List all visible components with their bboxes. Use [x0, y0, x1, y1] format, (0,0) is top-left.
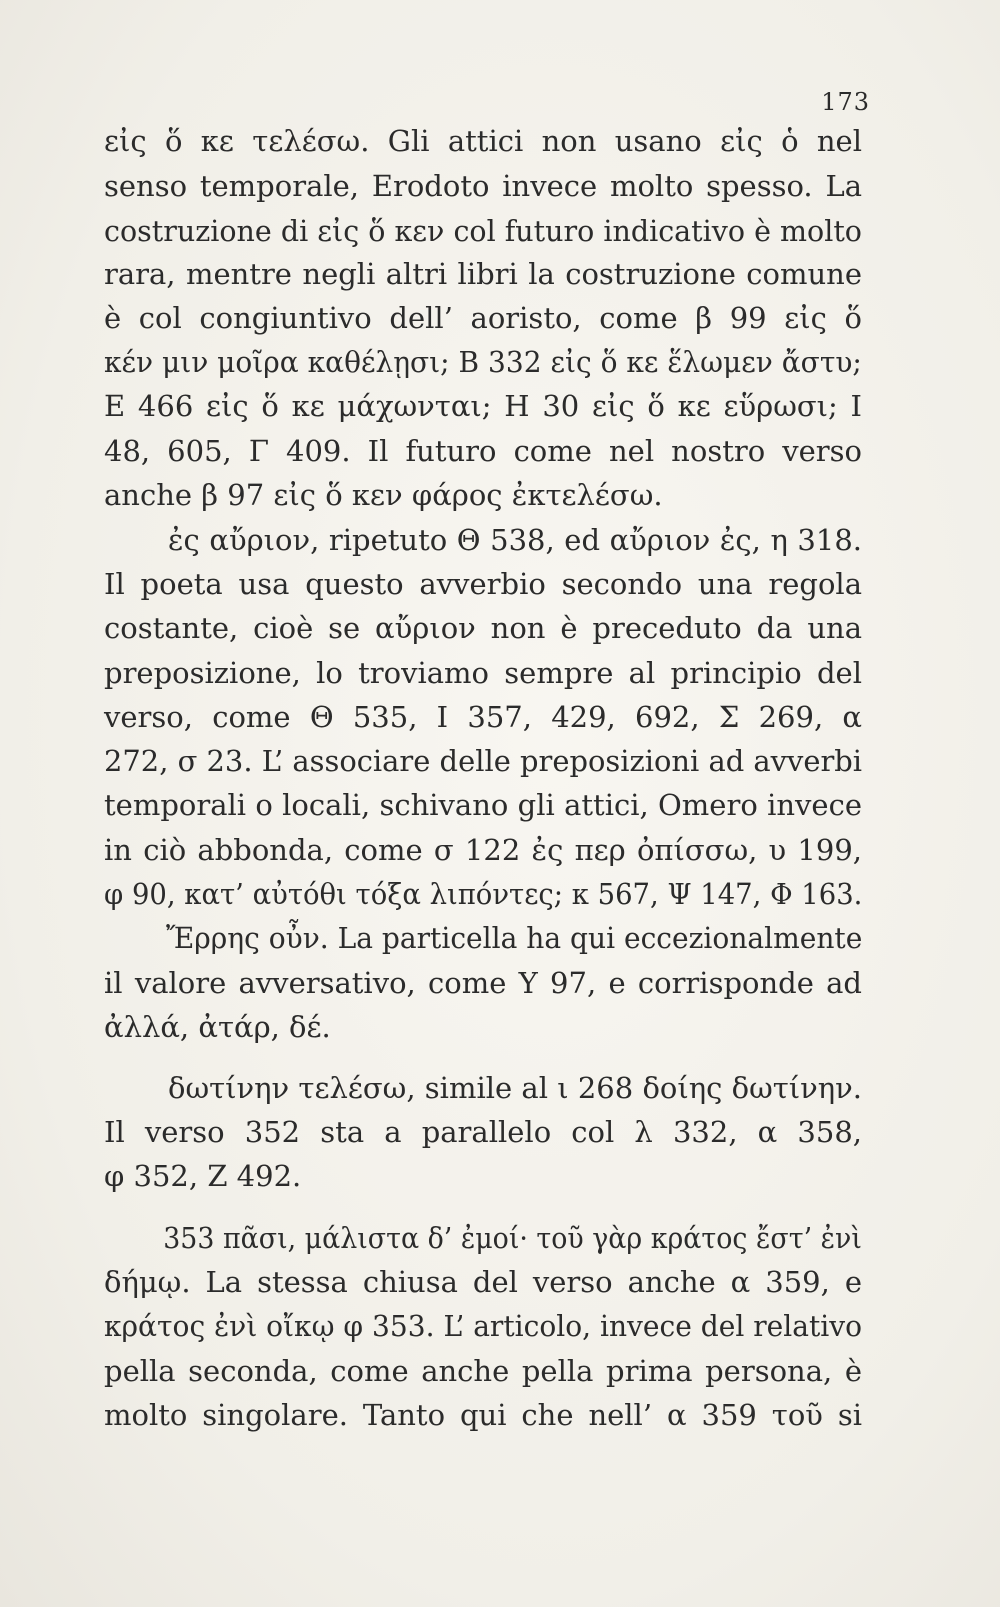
text-line: 272, σ 23. L’ associare delle preposizioni ad avverbi — [104, 744, 863, 778]
text-line: costruzione di εἰς ὅ κεν col futuro indicativo è molto — [104, 214, 862, 248]
text-line: preposizione, lo troviamo sempre al principio del — [104, 656, 862, 690]
text-line: E 466 εἰς ὅ κε μάχωνται; H 30 εἰς ὅ κε εὕρωσι; I — [104, 389, 862, 423]
text-line: δήμῳ. La stessa chiusa del verso anche α 359, e — [104, 1265, 862, 1299]
text-line: εἰς ὅ κε τελέσω. Gli attici non usano εἰς ὁ nel — [104, 124, 862, 158]
text-line: Il poeta usa questo avverbio secondo una regola — [104, 567, 862, 601]
text-line: κράτος ἐνὶ οἴκῳ φ 353. L’ articolo, invece del relativo — [104, 1309, 863, 1343]
text-line: φ 352, Z 492. — [104, 1159, 302, 1193]
text-line: pella seconda, come anche pella prima persona, è — [104, 1354, 862, 1388]
text-line: δωτίνην τελέσω, simile al ι 268 δοίης δωτίνην. — [168, 1071, 862, 1105]
text-line: ἀλλά, ἀτάρ, δέ. — [104, 1010, 331, 1044]
text-line: ἐς αὔριον, ripetuto Θ 538, ed αὔριον ἐς, η 318. — [168, 523, 862, 557]
text-line: φ 90, κατ’ αὐτόθι τόξα λιπόντες; κ 567, Ψ 147, Φ 163. — [104, 877, 863, 911]
text-line: 353 πᾶσι, μάλιστα δ’ ἐμοί· τοῦ γὰρ κράτος ἔστ’ ἐνὶ — [163, 1221, 862, 1255]
text-line: 48, 605, Γ 409. Il futuro come nel nostro verso — [104, 434, 862, 468]
text-line: il valore avversativo, come Υ 97, e corrisponde ad — [104, 966, 862, 1000]
text-line: temporali o locali, schivano gli attici, Omero invece — [104, 788, 862, 822]
text-line: molto singolare. Tanto qui che nell’ α 359 τοῦ si — [104, 1398, 862, 1432]
text-line: Ἔρρης οὖν. La particella ha qui eccezionalmente — [165, 921, 863, 955]
text-line: costante, cioè se αὔριον non è preceduto da una — [104, 611, 862, 645]
text-line: in ciò abbonda, come σ 122 ἐς περ ὀπίσσω, υ 199, — [104, 833, 862, 867]
text-line: Il verso 352 sta a parallelo col λ 332, α 358, — [104, 1115, 862, 1149]
text-line: verso, come Θ 535, I 357, 429, 692, Σ 269, α — [104, 700, 862, 734]
text-line: senso temporale, Erodoto invece molto spesso. La — [104, 169, 862, 203]
page-number: 173 — [821, 88, 870, 116]
text-line: è col congiuntivo dell’ aoristo, come β 99 εἰς ὅ — [104, 301, 862, 335]
text-line: anche β 97 εἰς ὅ κεν φάρος ἐκτελέσω. — [104, 478, 663, 512]
text-line: κέν μιν μοῖρα καθέλῃσι; B 332 εἰς ὅ κε ἕλωμεν ἄστυ; — [104, 345, 862, 379]
text-line: rara, mentre negli altri libri la costruzione comune — [104, 257, 862, 291]
